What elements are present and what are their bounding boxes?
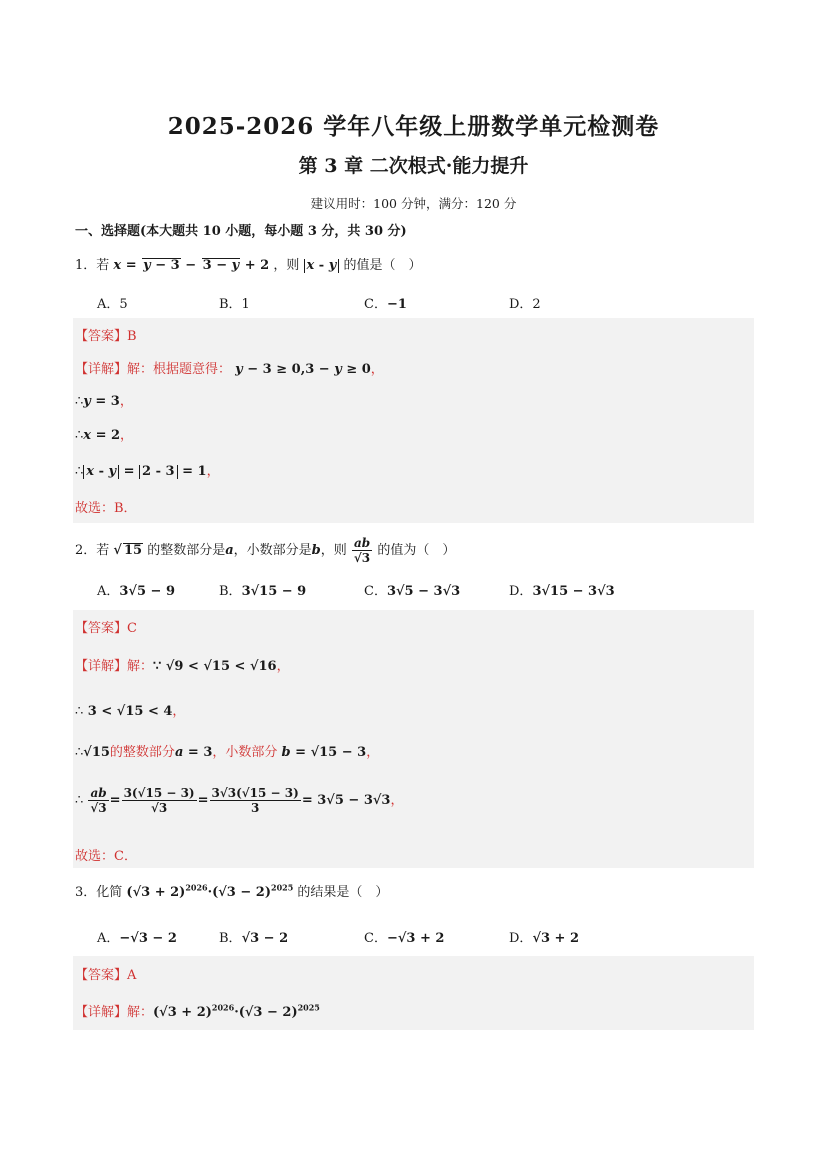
q3-prefix: 3．化简 — [75, 885, 123, 900]
question-1 — [75, 254, 421, 274]
q3-option-a[interactable]: A．−√3 − 2 — [97, 931, 177, 946]
q1-choose: 故选：B． — [75, 501, 137, 516]
q3-answer-value: A — [127, 968, 137, 983]
q2-step2: ∴ 3 < √15 < 4， — [75, 704, 186, 719]
q1-option-c-label: C． — [364, 297, 387, 312]
q3-jie: 解： — [127, 1005, 154, 1020]
q1-mid: ，则 — [273, 258, 300, 273]
q2-option-c[interactable]: C．3√5 − 3√3 — [364, 584, 461, 599]
q1-option-a[interactable]: A．5 — [97, 297, 128, 312]
q2-detail-label: 【详解】 — [75, 659, 128, 674]
q1-solution-box — [73, 318, 754, 523]
q2-step4: ∴ $\frac{ab}{√3}$ = $\frac{3(√15 - 3)}{√3}$ = $\frac{3√3(√15 - 3)}{3}$ = 3√5 − 3√3， — [75, 786, 404, 815]
q2-jie: 解： — [127, 659, 154, 674]
q1-answer-value: B — [127, 329, 137, 344]
chapter-subtitle: 第 3 章 二次根式·能力提升 — [298, 155, 529, 177]
q2-red1: 的整数部分 — [109, 745, 175, 760]
q3-option-b[interactable]: B．√3 − 2 — [219, 931, 289, 946]
q2-option-d[interactable]: D．3√15 − 3√3 — [509, 584, 615, 599]
question-2: 2．若 √ 15 的整数部分是a，小数部分是b，则 $\frac{ab}{√3}$ 的值为（ ） — [75, 536, 456, 565]
q1-prefix: 1．若 — [75, 258, 110, 273]
q2-step3: ∴√15的整数部分a = 3，小数部分 b = √15 − 3， — [75, 745, 380, 760]
q3-option-d[interactable]: D．√3 + 2 — [509, 931, 580, 946]
q1-option-d[interactable]: D．2 — [509, 297, 541, 312]
q3-exp1: 2026 — [185, 882, 208, 893]
q2-red2: ，小数部分 — [212, 745, 278, 760]
q1-answer-label: 【答案】 — [75, 329, 128, 344]
q2-mid3: ，则 — [320, 543, 347, 558]
q2-detail-line: 【详解】解：∵ √9 < √15 < √16， — [75, 659, 290, 674]
q2-mid1: 的整数部分是 — [147, 543, 226, 558]
q3-detail-label: 【详解】 — [75, 1005, 128, 1020]
q2-answer-label: 【答案】 — [75, 621, 128, 636]
q3-suffix: 的结果是（ ） — [297, 885, 389, 900]
q2-prefix: 2．若 — [75, 543, 110, 558]
q3-exp2: 2025 — [271, 882, 294, 893]
q1-detail-text: 解：根据题意得： — [127, 362, 232, 377]
q1-suffix: 的值是（ ） — [343, 258, 422, 273]
q2-solution-box — [73, 610, 754, 868]
section-heading: 一、选择题(本大题共 10 小题，每小题 3 分，共 30 分) — [75, 224, 407, 239]
q3-detail-line: 【详解】解：$(√3 + 2)^{2026}\cdot(√3 - 2)^{2025}$ — [75, 1002, 320, 1020]
question-3: 3．化简 $(√3 + 2)^{2026}\cdot(√3 - 2)^{2025}$ 的结果是（ ） — [75, 882, 389, 900]
q2-option-a[interactable]: A．3√5 − 9 — [97, 584, 176, 599]
q2-answer-line — [75, 617, 137, 636]
q2-suffix: 的值为（ ） — [377, 543, 456, 558]
q1-detail-label: 【详解】 — [75, 362, 128, 377]
q2-answer-value: C — [127, 621, 137, 636]
q3-answer-label: 【答案】 — [75, 968, 128, 983]
q2-choose: 故选：C． — [75, 849, 137, 864]
q1-detail-line: 【详解】解：根据题意得： y − 3 ≥ 0,3 − y ≥ 0， — [75, 362, 384, 377]
q2-mid2: ，小数部分是 — [233, 543, 312, 558]
q1-option-b[interactable]: B．1 — [219, 297, 250, 312]
q1-step3: ∴x = 2， — [75, 428, 134, 443]
page-title: 2025-2026 学年八年级上册数学单元检测卷 — [167, 113, 660, 140]
q1-abs: x - y — [304, 259, 340, 273]
q2-option-b[interactable]: B．3√15 − 9 — [219, 584, 307, 599]
q1-step1: y − 3 ≥ 0,3 − y ≥ 0 — [235, 362, 371, 377]
q1-equation: x = y − 3 − 3 − y + 2 — [113, 258, 270, 273]
q1-option-c[interactable] — [364, 293, 407, 312]
q3-option-c[interactable]: C．−√3 + 2 — [364, 931, 445, 946]
time-note: 建议用时：100 分钟，满分：120 分 — [310, 196, 517, 211]
q1-option-c-value: −1 — [386, 297, 407, 312]
q1-answer-line — [75, 325, 137, 344]
q1-step2: ∴y = 3， — [75, 394, 133, 409]
q3-answer-line — [75, 964, 136, 983]
q1-step4: ∴ x - y = 2 - 3 = 1， — [75, 464, 220, 479]
